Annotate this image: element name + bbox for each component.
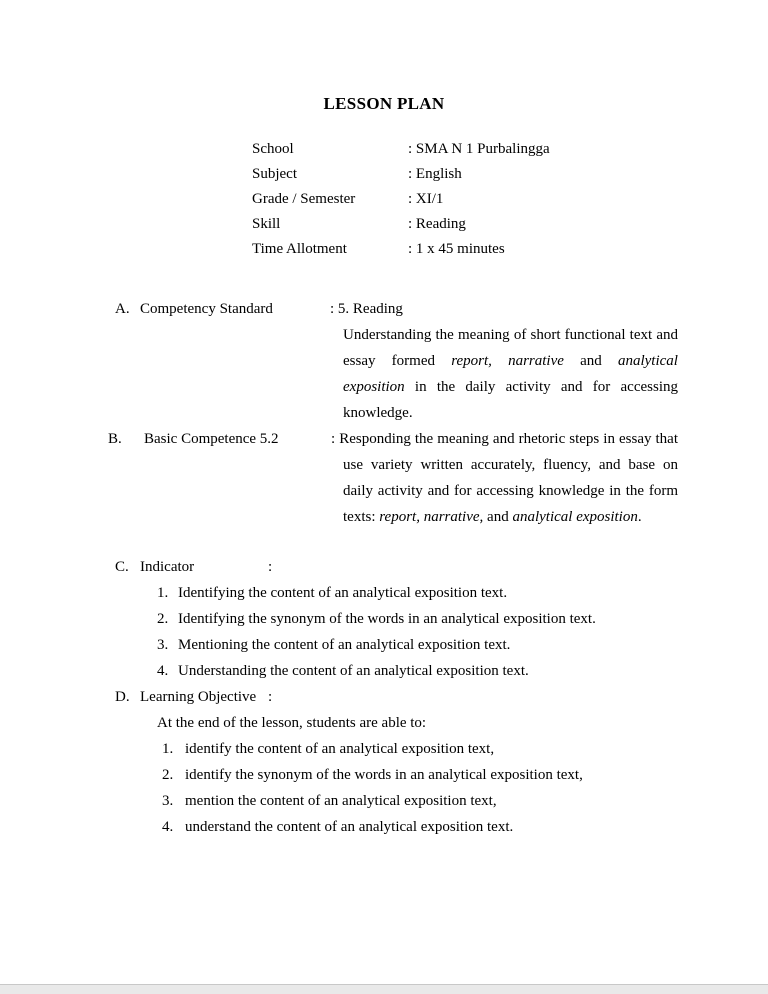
section-learning-objective bbox=[0, 684, 768, 840]
list-item bbox=[157, 632, 768, 658]
lesson-info-row bbox=[252, 137, 768, 162]
section-competency-standard bbox=[0, 296, 768, 426]
section-letter: D. bbox=[115, 689, 130, 705]
paragraph-text: Understanding the meaning of short functional text and essay formed bbox=[343, 327, 678, 369]
list-item bbox=[162, 762, 768, 788]
paragraph-text: . bbox=[637, 509, 642, 525]
section-indicator bbox=[0, 554, 768, 684]
lesson-info-row bbox=[252, 187, 768, 212]
list-item-text: Identifying the content of an analytical exposition text. bbox=[178, 585, 508, 601]
list-item bbox=[162, 814, 768, 840]
paragraph-italic-text: analytical exposition bbox=[343, 353, 678, 395]
page-bottom-edge bbox=[0, 984, 768, 994]
paragraph-text: in the daily activity and for accessing knowledge. bbox=[343, 379, 678, 421]
section-letter: B. bbox=[108, 431, 122, 447]
list-item-number: 2. bbox=[157, 611, 169, 627]
basic-competence-paragraph bbox=[331, 426, 678, 530]
info-label-skill: Skill bbox=[252, 216, 281, 232]
paragraph-text: and bbox=[563, 353, 618, 369]
paragraph-italic-text: report, narrative, bbox=[379, 509, 484, 525]
list-item-number: 4. bbox=[162, 819, 174, 835]
list-item-text: mention the content of an analytical exposition text, bbox=[185, 793, 497, 809]
learning-objective-intro: At the end of the lesson, students are able to: bbox=[157, 715, 427, 731]
list-item-number: 1. bbox=[157, 585, 169, 601]
list-item-text: Mentioning the content of an analytical exposition text. bbox=[178, 637, 511, 653]
list-item-number: 1. bbox=[162, 741, 174, 757]
basic-competence-heading bbox=[108, 426, 279, 452]
list-item bbox=[157, 606, 768, 632]
section-basic-competence bbox=[0, 426, 768, 530]
list-item-number: 3. bbox=[162, 793, 174, 809]
indicator-list bbox=[0, 580, 768, 684]
learning-objective-heading bbox=[115, 684, 768, 710]
competency-standard-paragraph bbox=[343, 322, 678, 426]
info-label-grade-semester: Grade / Semester bbox=[252, 191, 356, 207]
list-item-text: Identifying the synonym of the words in an analytical exposition text. bbox=[178, 611, 596, 627]
document-title: LESSON PLAN bbox=[323, 94, 445, 113]
paragraph-italic-text: report, narrative bbox=[451, 353, 564, 369]
info-value-skill: : Reading bbox=[408, 216, 466, 232]
list-item bbox=[162, 788, 768, 814]
list-item-text: Understanding the content of an analytical exposition text. bbox=[178, 663, 529, 679]
paragraph-text: and bbox=[483, 509, 513, 525]
section-label: Basic Competence 5.2 bbox=[144, 431, 279, 447]
info-value-school: : SMA N 1 Purbalingga bbox=[408, 141, 550, 157]
competency-standard-heading bbox=[115, 296, 768, 322]
indicator-heading bbox=[115, 554, 768, 580]
info-value-time-allotment: : 1 x 45 minutes bbox=[408, 241, 505, 257]
list-item-number: 4. bbox=[157, 663, 169, 679]
paragraph-text: : Responding the meaning and rhetoric steps in essay that use variety written accurately, fluency, and base on daily activity and for accessing knowledge in the form texts: bbox=[331, 431, 678, 525]
list-item-text: understand the content of an analytical exposition text. bbox=[185, 819, 514, 835]
lesson-info-row bbox=[252, 237, 768, 262]
lesson-info-row bbox=[252, 162, 768, 187]
info-label-time-allotment: Time Allotment bbox=[252, 241, 347, 257]
section-value: : 5. Reading bbox=[330, 301, 403, 317]
lesson-info-block bbox=[252, 137, 768, 262]
info-label-subject: Subject bbox=[252, 166, 297, 182]
list-item-number: 3. bbox=[157, 637, 169, 653]
info-label-school: School bbox=[252, 141, 294, 157]
info-value-grade-semester: : XI/1 bbox=[408, 191, 444, 207]
section-colon: : bbox=[268, 689, 273, 705]
section-label: Indicator bbox=[140, 559, 195, 575]
list-item-number: 2. bbox=[162, 767, 174, 783]
section-label: Competency Standard bbox=[140, 301, 273, 317]
list-item bbox=[157, 580, 768, 606]
list-item-text: identify the synonym of the words in an analytical exposition text, bbox=[185, 767, 583, 783]
section-letter: C. bbox=[115, 559, 129, 575]
section-letter: A. bbox=[115, 301, 130, 317]
learning-objective-list bbox=[0, 736, 768, 840]
section-colon: : bbox=[268, 559, 273, 575]
list-item bbox=[157, 658, 768, 684]
list-item bbox=[162, 736, 768, 762]
paragraph-italic-text: analytical exposition bbox=[512, 509, 638, 525]
list-item-text: identify the content of an analytical exposition text, bbox=[185, 741, 495, 757]
section-label: Learning Objective bbox=[140, 689, 257, 705]
info-value-subject: : English bbox=[408, 166, 462, 182]
lesson-info-row bbox=[252, 212, 768, 237]
